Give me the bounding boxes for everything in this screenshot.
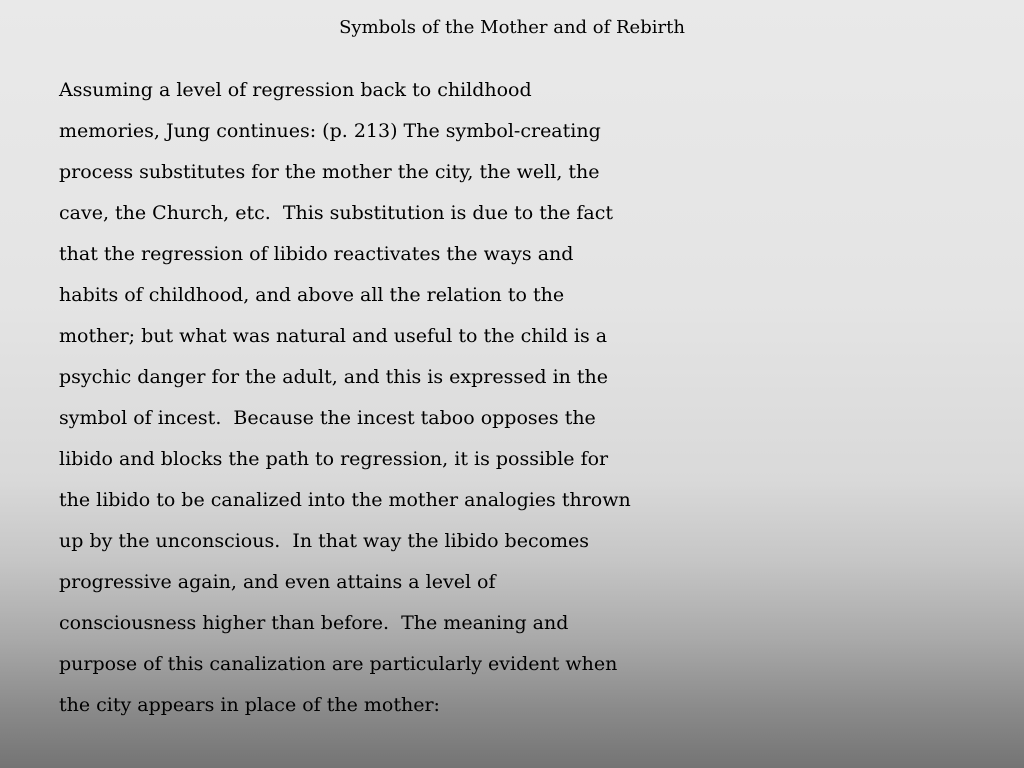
body-line: consciousness higher than before. The meaning and (59, 612, 569, 634)
body-line: symbol of incest. Because the incest taboo opposes the (59, 407, 596, 429)
body-line: psychic danger for the adult, and this is expressed in the (59, 366, 609, 388)
body-line: that the regression of libido reactivates the ways and (59, 243, 574, 265)
body-line: cave, the Church, etc. This substitution is due to the fact (59, 202, 614, 224)
body-line: process substitutes for the mother the city, the well, the (59, 161, 600, 183)
body-line: purpose of this canalization are particularly evident when (59, 653, 618, 675)
slide-body (59, 70, 1019, 726)
body-line: memories, Jung continues: (p. 213) The symbol-creating (59, 120, 601, 142)
body-line: habits of childhood, and above all the relation to the (59, 284, 565, 306)
slide-title: Symbols of the Mother and of Rebirth (339, 17, 685, 38)
body-line: mother; but what was natural and useful to the child is a (59, 325, 608, 347)
body-line: libido and blocks the path to regression, it is possible for (59, 448, 609, 470)
body-line: progressive again, and even attains a level of (59, 571, 496, 593)
body-line: Assuming a level of regression back to childhood (59, 79, 532, 101)
body-line: the city appears in place of the mother: (59, 694, 440, 716)
body-line: the libido to be canalized into the mother analogies thrown (59, 489, 631, 511)
body-line: up by the unconscious. In that way the libido becomes (59, 530, 590, 552)
